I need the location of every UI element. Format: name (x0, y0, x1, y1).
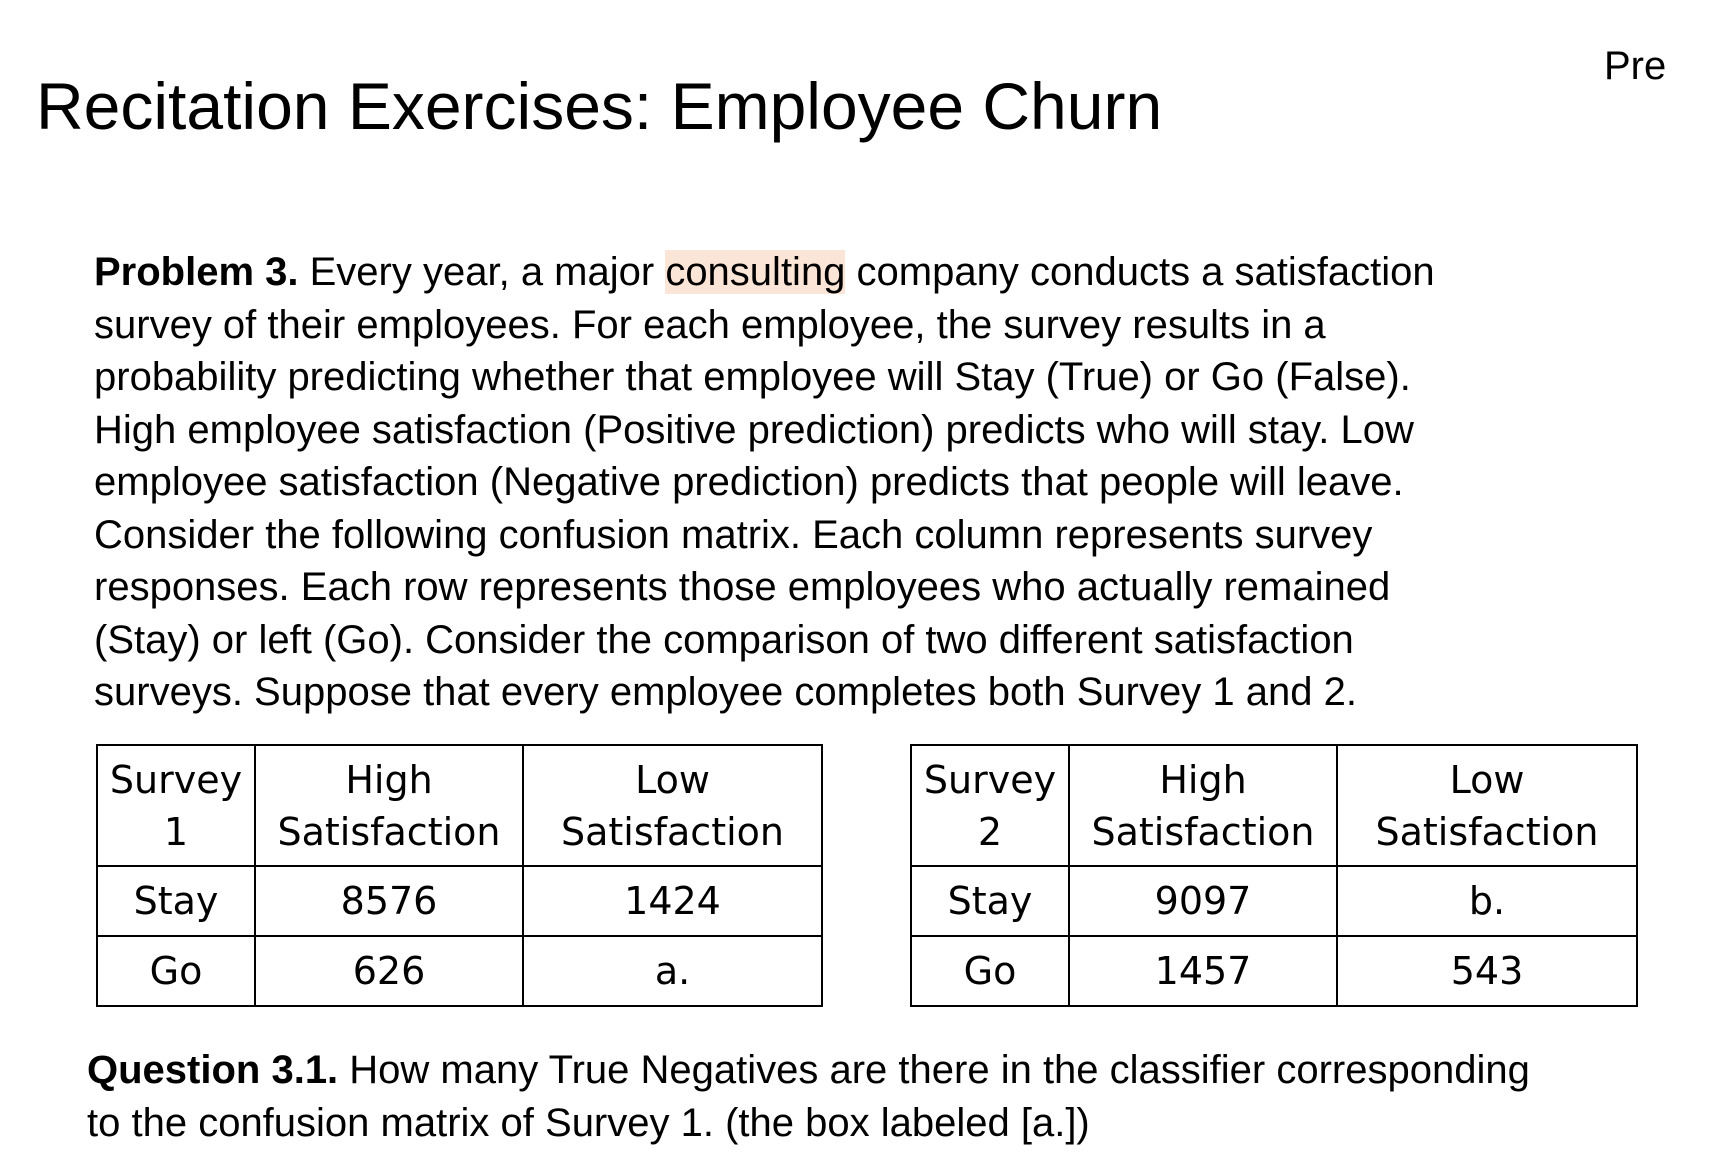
survey-label-cell (97, 745, 255, 866)
row-label: Go (97, 936, 255, 1006)
table-cell: 9097 (1069, 866, 1337, 936)
problem-line-5: employee satisfaction (Negative prediction) predicts that people will leave. (94, 460, 1404, 504)
question-statement (87, 1044, 1687, 1149)
question-line-2: to the confusion matrix of Survey 1. (the box labeled [a.]) (87, 1100, 1090, 1145)
survey-label-line2: 1 (163, 809, 189, 854)
table-row (97, 936, 822, 1006)
problem-statement (94, 246, 1574, 719)
row-label: Stay (97, 866, 255, 936)
slide-title: Recitation Exercises: Employee Churn (36, 69, 1163, 143)
table-cell: b. (1337, 866, 1637, 936)
question-label: Question 3.1. (87, 1048, 339, 1092)
problem-line-1-start: Every year, a major (298, 250, 666, 294)
header-line2: Satisfaction (277, 809, 501, 854)
table-cell: 543 (1337, 936, 1637, 1006)
table-cell: a. (523, 936, 822, 1006)
high-satisfaction-header (1069, 745, 1337, 866)
survey-2-confusion-matrix (910, 744, 1638, 1007)
survey-label-cell (911, 745, 1069, 866)
header-line1: Low (1449, 757, 1525, 802)
header-line2: Satisfaction (1375, 809, 1599, 854)
survey-label-line1: Survey (109, 757, 243, 802)
problem-line-8: (Stay) or left (Go). Consider the comparison of two different satisfaction (94, 617, 1354, 662)
header-line2: Satisfaction (560, 809, 784, 854)
problem-line-2: survey of their employees. For each employee, the survey results in a (94, 302, 1326, 347)
low-satisfaction-header (523, 745, 822, 866)
table-cell: 1424 (523, 866, 822, 936)
table-row (911, 866, 1637, 936)
row-label: Stay (911, 866, 1069, 936)
low-satisfaction-header (1337, 745, 1637, 866)
question-line-1 (87, 1044, 1687, 1097)
problem-line-9: surveys. Suppose that every employee completes both Survey 1 and 2. (94, 670, 1357, 714)
table-cell: 1457 (1069, 936, 1337, 1006)
high-satisfaction-header (255, 745, 523, 866)
table-header-row (97, 745, 822, 866)
problem-line-1-end: company conducts a satisfaction (845, 250, 1435, 294)
survey-1-confusion-matrix (96, 744, 823, 1007)
table-row (97, 866, 822, 936)
table-header-row (911, 745, 1637, 866)
problem-line-3: probability predicting whether that employee will Stay (True) or Go (False). (94, 355, 1411, 399)
row-label: Go (911, 936, 1069, 1006)
problem-line-6: Consider the following confusion matrix. Each column represents survey (94, 512, 1373, 557)
table-row (911, 936, 1637, 1006)
header-line2: Satisfaction (1091, 809, 1315, 854)
header-line1: Low (635, 757, 710, 802)
highlighted-word: consulting (665, 250, 846, 294)
problem-label: Problem 3. (94, 250, 299, 294)
problem-line-7: responses. Each row represents those employees who actually remained (94, 565, 1391, 609)
header-line1: High (1159, 757, 1247, 802)
table-cell: 626 (255, 936, 523, 1006)
corner-label: Pre (1604, 44, 1667, 88)
question-line-1-text: How many True Negatives are there in the classifier corresponding (338, 1048, 1530, 1092)
table-cell: 8576 (255, 866, 523, 936)
header-line1: High (345, 757, 433, 802)
survey-label-line2: 2 (977, 809, 1003, 854)
survey-label-line1: Survey (923, 757, 1057, 802)
problem-line-1 (94, 246, 1574, 299)
problem-line-4: High employee satisfaction (Positive prediction) predicts who will stay. Low (94, 407, 1414, 452)
